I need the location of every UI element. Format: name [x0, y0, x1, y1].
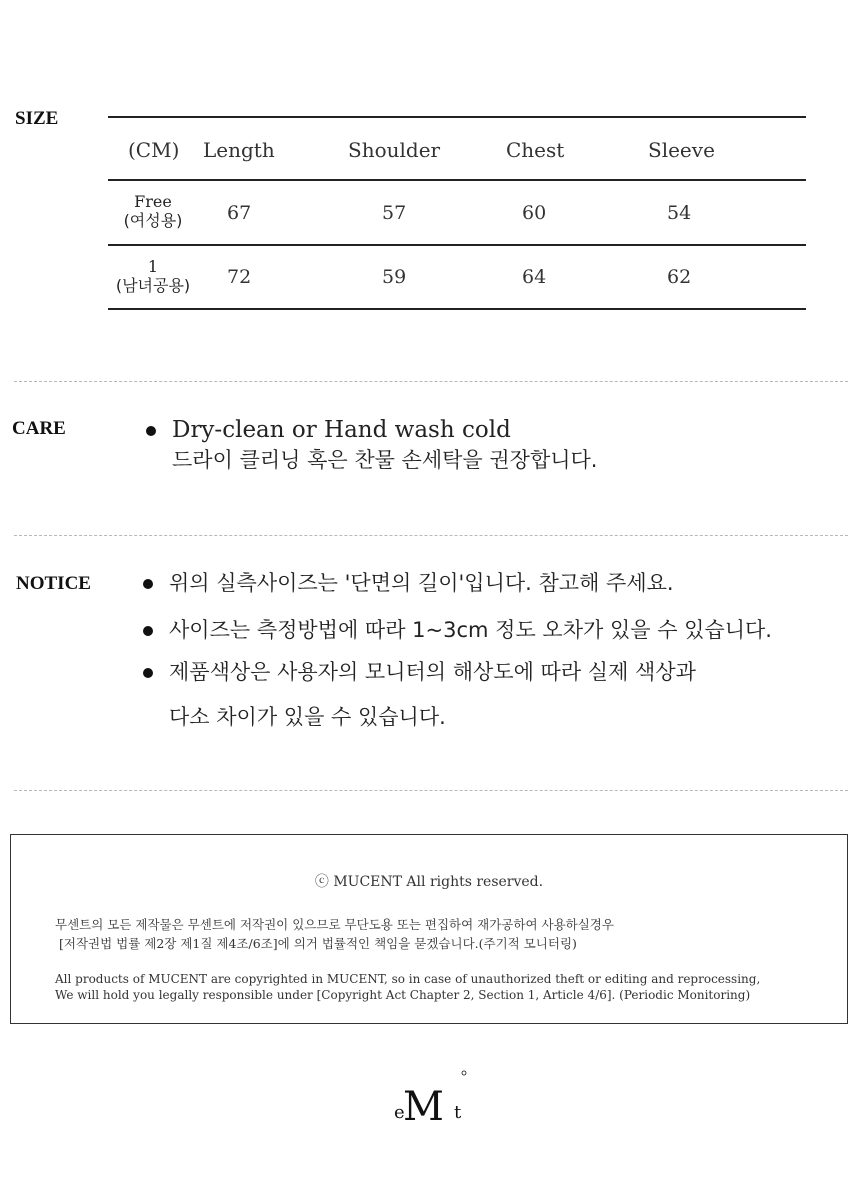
notice-text: 위의 실측사이즈는 '단면의 길이'입니다. 참고해 주세요.	[169, 571, 674, 595]
notice-continuation: 다소 차이가 있을 수 있습니다.	[169, 705, 446, 729]
row1-length: 67	[227, 202, 252, 224]
table-top-rule	[108, 116, 806, 118]
svg-text:e: e	[394, 1102, 405, 1123]
header-sleeve: Sleeve	[648, 138, 715, 162]
copyright-notice-box	[10, 834, 848, 1024]
header-unit: (CM)	[128, 138, 180, 162]
row2-length: 72	[227, 266, 252, 288]
mucent-monogram-logo-icon	[394, 1068, 474, 1128]
copyright-ko-line2: [저작권법 법률 제2장 제1질 제4조/6조]에 의거 법률적인 책임을 묻겠습니다.(주기적 모니터링)	[59, 936, 577, 951]
care-section-label: CARE	[12, 418, 66, 439]
notice-section-label: NOTICE	[16, 573, 91, 594]
care-text-ko: 드라이 클리닝 혹은 찬물 손세탁을 권장합니다.	[172, 448, 598, 472]
bullet-icon	[146, 426, 156, 436]
mucent-logo	[394, 1068, 474, 1128]
table-row-label	[108, 192, 198, 230]
row1-shoulder: 57	[382, 202, 407, 224]
row2-chest: 64	[522, 266, 547, 288]
care-item	[146, 415, 597, 475]
notice-text: 사이즈는 측정방법에 따라 1~3cm 정도 오차가 있을 수 있습니다.	[169, 618, 772, 642]
row2-sleeve: 62	[667, 266, 692, 288]
copyright-en-line2: We will hold you legally responsible under [Copyright Act Chapter 2, Section 1, Article 4/6]. (Periodic Monitoring)	[55, 988, 751, 1002]
row-rule	[108, 244, 806, 246]
header-rule	[108, 179, 806, 181]
svg-text:t: t	[454, 1102, 462, 1123]
size-note: (여성용)	[123, 211, 183, 230]
care-text-en: Dry-clean or Hand wash cold	[172, 417, 511, 443]
header-length: Length	[203, 138, 275, 162]
bullet-icon	[143, 626, 153, 636]
bullet-icon	[143, 579, 153, 589]
size-name: Free	[134, 192, 172, 211]
notice-item	[143, 568, 674, 598]
size-name: 1	[147, 257, 159, 276]
row2-shoulder: 59	[382, 266, 407, 288]
row1-sleeve: 54	[667, 202, 692, 224]
notice-item	[143, 657, 696, 687]
section-divider	[14, 535, 848, 536]
size-section-label: SIZE	[15, 108, 59, 129]
table-bottom-rule	[108, 308, 806, 310]
copyright-title: ⓒ MUCENT All rights reserved.	[314, 874, 544, 890]
copyright-en-line1: All products of MUCENT are copyrighted in MUCENT, so in case of unauthorized theft or editing and reprocessing,	[55, 972, 761, 986]
notice-item	[143, 615, 772, 645]
bullet-icon	[143, 668, 153, 678]
copyright-ko-line1: 무센트의 모든 제작물은 무센트에 저작권이 있으므로 무단도용 또는 편집하여 재가공하여 사용하실경우	[55, 917, 614, 932]
header-chest: Chest	[506, 138, 565, 162]
row1-chest: 60	[522, 202, 547, 224]
section-divider	[14, 381, 848, 382]
size-note: (남녀공용)	[115, 276, 191, 295]
section-divider	[14, 790, 848, 791]
svg-text:M: M	[403, 1084, 444, 1128]
table-row-label	[108, 257, 198, 295]
notice-text: 제품색상은 사용자의 모니터의 해상도에 따라 실제 색상과	[169, 660, 696, 684]
header-shoulder: Shoulder	[348, 138, 441, 162]
